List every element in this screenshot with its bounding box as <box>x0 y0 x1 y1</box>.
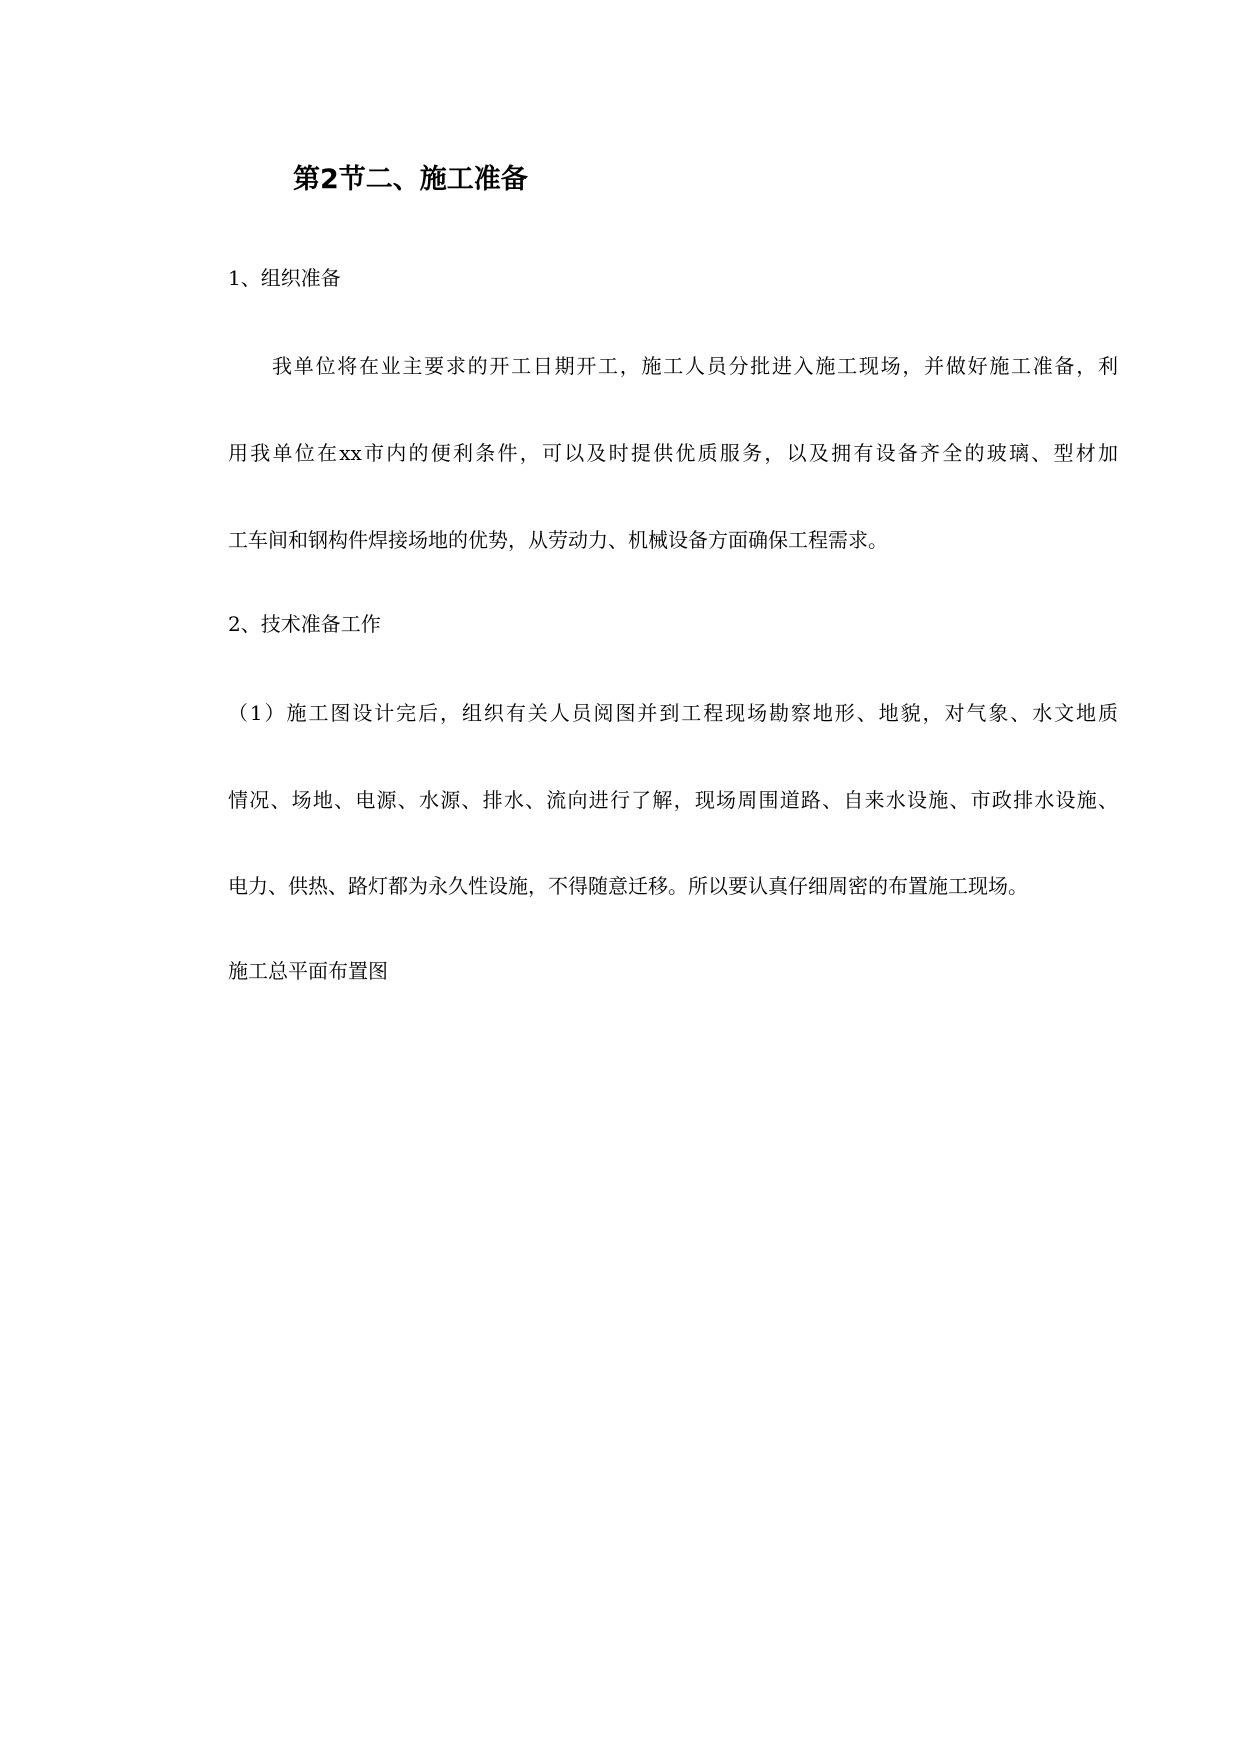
section-heading: 第2节二、施工准备 <box>293 164 528 195</box>
paragraph-line: 工车间和钢构件焊接场地的优势，从劳动力、机械设备方面确保工程需求。 <box>228 528 888 552</box>
subsection-title-technical: 2、技术准备工作 <box>228 612 381 636</box>
subsection-title-organization: 1、组织准备 <box>228 266 341 290</box>
figure-caption: 施工总平面布置图 <box>228 959 388 983</box>
paragraph-line: 用我单位在xx市内的便利条件，可以及时提供优质服务，以及拥有设备齐全的玻璃、型材加 <box>228 441 1118 465</box>
paragraph-line: 情况、场地、电源、水源、排水、流向进行了解，现场周围道路、自来水设施、市政排水设施、 <box>228 788 1118 812</box>
paragraph-line: 我单位将在业主要求的开工日期开工，施工人员分批进入施工现场，并做好施工准备，利 <box>272 354 1118 378</box>
paragraph-line: （1）施工图设计完后，组织有关人员阅图并到工程现场勘察地形、地貌，对气象、水文地质 <box>228 701 1118 725</box>
paragraph-line: 电力、供热、路灯都为永久性设施，不得随意迁移。所以要认真仔细周密的布置施工现场。 <box>228 874 1028 898</box>
